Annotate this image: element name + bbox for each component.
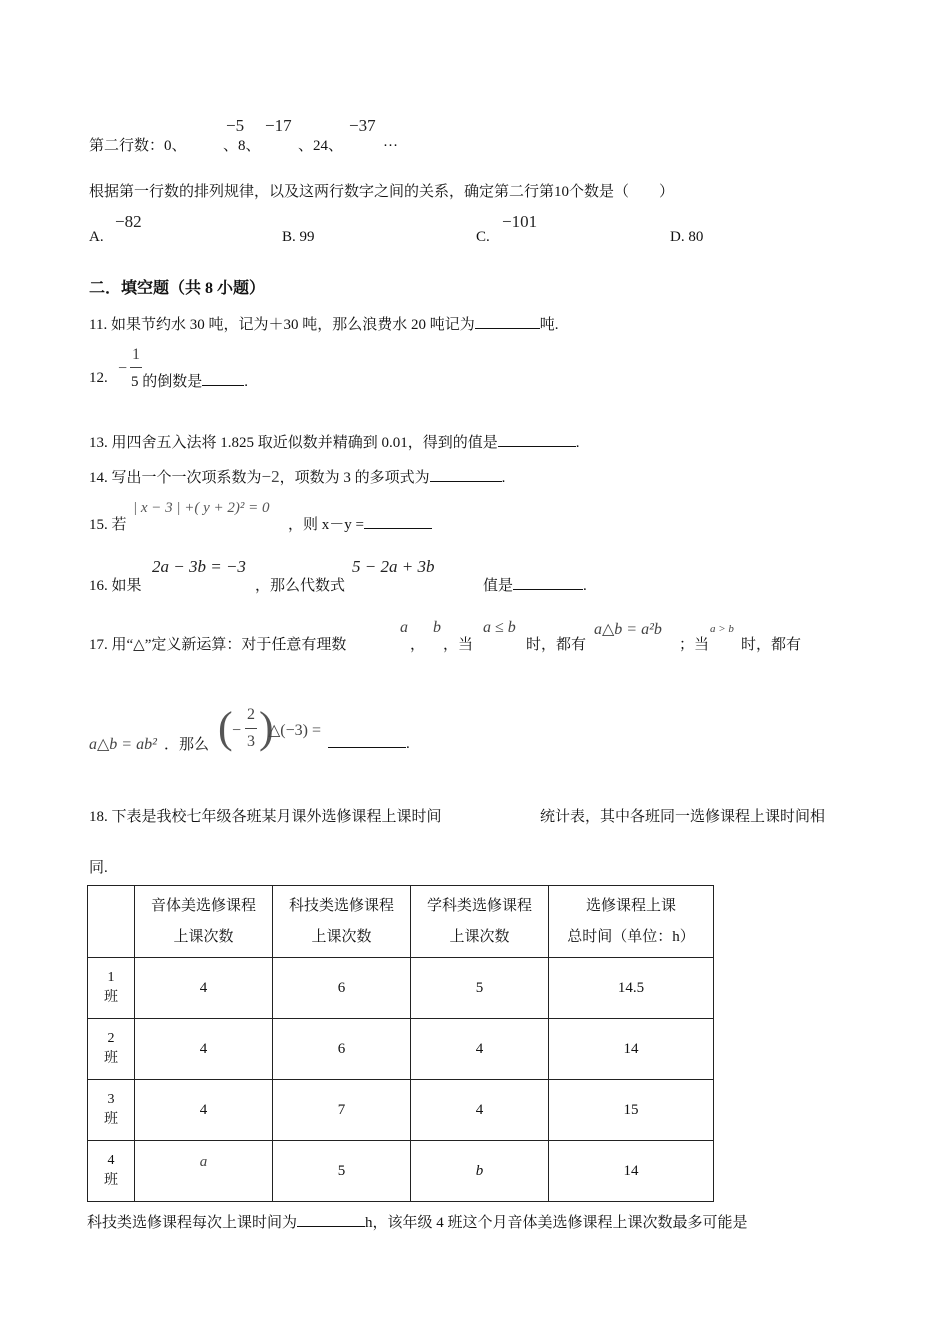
table-cell: 5 xyxy=(273,1141,411,1202)
option-d: D. 80 xyxy=(670,229,704,245)
question-stem: 根据第一行数的排列规律，以及这两行数字之间的关系，确定第二行第10个数是（ ） xyxy=(89,184,675,200)
row-label: 3 班 xyxy=(88,1080,135,1141)
answer-blank[interactable] xyxy=(364,514,432,529)
table-cell: 4 xyxy=(135,958,273,1019)
math-expression: 5 − 2a + 3b xyxy=(352,557,435,576)
definition-2: a△b = ab² xyxy=(89,736,157,753)
table-header-row xyxy=(88,886,714,958)
question-12-num: 12. xyxy=(89,370,108,386)
comma: ， xyxy=(410,637,426,653)
question-15-end: ，则 x－y = xyxy=(288,513,432,534)
table-row xyxy=(88,1080,714,1141)
option-a-label: A. xyxy=(89,229,104,245)
table-cell: 14 xyxy=(549,1141,714,1202)
question-11: 11. 如果节约水 30 吨，记为＋30 吨，那么浪费水 20 吨记为 吨. xyxy=(89,313,558,334)
text-then: 时，都有 xyxy=(741,637,802,653)
frac-den: 3 xyxy=(247,733,255,750)
table-cell: 4 xyxy=(135,1080,273,1141)
table-header-cell: 科技类选修课程 上课次数 xyxy=(273,886,411,958)
definition-1: a△b = a²b xyxy=(594,621,662,638)
text-then: 时，都有 xyxy=(526,637,587,653)
table-cell: 14.5 xyxy=(549,958,714,1019)
question-18-start: 18. 下表是我校七年级各班某月课外选修课程上课时间 xyxy=(89,809,442,825)
row-label: 1 班 xyxy=(88,958,135,1019)
fraction-bar xyxy=(245,728,257,729)
math-term: −17 xyxy=(265,116,292,135)
math-term: −5 xyxy=(226,116,245,135)
table-row xyxy=(88,1141,714,1202)
separator: 、24、 xyxy=(298,138,344,154)
text-when: ，当 xyxy=(443,637,474,653)
section-title: 二．填空题（共 8 小题） xyxy=(89,280,266,297)
table-cell: 4 xyxy=(411,1080,549,1141)
var-b: b xyxy=(433,619,441,636)
table-row xyxy=(88,958,714,1019)
condition-2: a > b xyxy=(710,623,734,635)
answer-blank[interactable] xyxy=(297,1212,365,1227)
question-16-mid: ，那么代数式 xyxy=(255,578,346,594)
answer-blank[interactable] xyxy=(475,314,540,329)
question-12-text: 5 的倒数是 . xyxy=(131,370,248,391)
fraction-bar xyxy=(130,367,142,368)
option-c-label: C. xyxy=(476,229,490,245)
table-header-cell: 学科类选修课程 上课次数 xyxy=(411,886,549,958)
table-header-cell: 选修课程上课 总时间（单位：h） xyxy=(549,886,714,958)
question-13: 13. 用四舍五入法将 1.825 取近似数并精确到 0.01，得到的值是 . xyxy=(89,431,580,452)
math-expression: 2a − 3b = −3 xyxy=(152,557,246,576)
option-b: B. 99 xyxy=(282,229,315,245)
question-18-end: 同. xyxy=(89,860,108,876)
row-label: 4 班 xyxy=(88,1141,135,1202)
table-cell: 6 xyxy=(273,1019,411,1080)
question-16-start: 16. 如果 xyxy=(89,578,142,594)
answer-blank[interactable] xyxy=(430,467,502,482)
table-cell: 4 xyxy=(411,1019,549,1080)
math-expression: | x − 3 | +( y + 2)² = 0 xyxy=(133,500,270,516)
answer-blank[interactable] xyxy=(202,371,244,386)
second-row-label: 第二行数： xyxy=(89,138,165,154)
question-18-cont: 统计表，其中各班同一选修课程上课时间相 xyxy=(540,809,826,825)
answer-blank[interactable] xyxy=(513,575,583,590)
left-paren: ( xyxy=(218,703,233,752)
text-then: ．那么 xyxy=(164,737,210,753)
table-cell: 6 xyxy=(273,958,411,1019)
option-c-value: −101 xyxy=(502,212,538,231)
table-cell: 7 xyxy=(273,1080,411,1141)
math-tail: △(−3) = xyxy=(268,722,322,739)
table-cell: 15 xyxy=(549,1080,714,1141)
text-when: ；当 xyxy=(679,637,710,653)
option-a-value: −82 xyxy=(115,212,142,231)
ellipsis: … xyxy=(383,134,398,150)
frac-sign: − xyxy=(232,722,242,739)
frac-num: 2 xyxy=(247,706,255,723)
answer-line: . xyxy=(328,733,410,753)
condition-1: a ≤ b xyxy=(483,619,516,636)
table-cell-var-b: b xyxy=(411,1141,549,1202)
table-cell: 5 xyxy=(411,958,549,1019)
question-15-start: 15. 若 xyxy=(89,517,127,533)
second-row-line: 第二行数：0、 xyxy=(89,138,187,154)
table-row xyxy=(88,1019,714,1080)
row-label: 2 班 xyxy=(88,1019,135,1080)
table-cell: 4 xyxy=(135,1019,273,1080)
question-17-start: 17. 用“△”定义新运算：对于任意有理数 xyxy=(89,637,347,653)
answer-blank[interactable] xyxy=(498,432,576,447)
answer-blank[interactable] xyxy=(328,733,406,748)
separator: 、8、 xyxy=(223,138,261,154)
course-stats-table xyxy=(87,885,714,1202)
question-16-end: 值是 . xyxy=(483,574,587,595)
question-18-followup: 科技类选修课程每次上课时间为 h，该年级 4 班这个月音体美选修课程上课次数最多可能是 xyxy=(87,1211,748,1232)
table-header-cell xyxy=(88,886,135,958)
var-a: a xyxy=(400,619,408,636)
table-cell: 14 xyxy=(549,1019,714,1080)
table-header-cell: 音体美选修课程 上课次数 xyxy=(135,886,273,958)
right-paren: ) xyxy=(259,703,274,752)
table-cell-var-a: a xyxy=(135,1141,273,1202)
question-14: 14. 写出一个一次项系数为−2，项数为 3 的多项式为 . xyxy=(89,467,506,486)
math-term: −37 xyxy=(349,116,376,135)
